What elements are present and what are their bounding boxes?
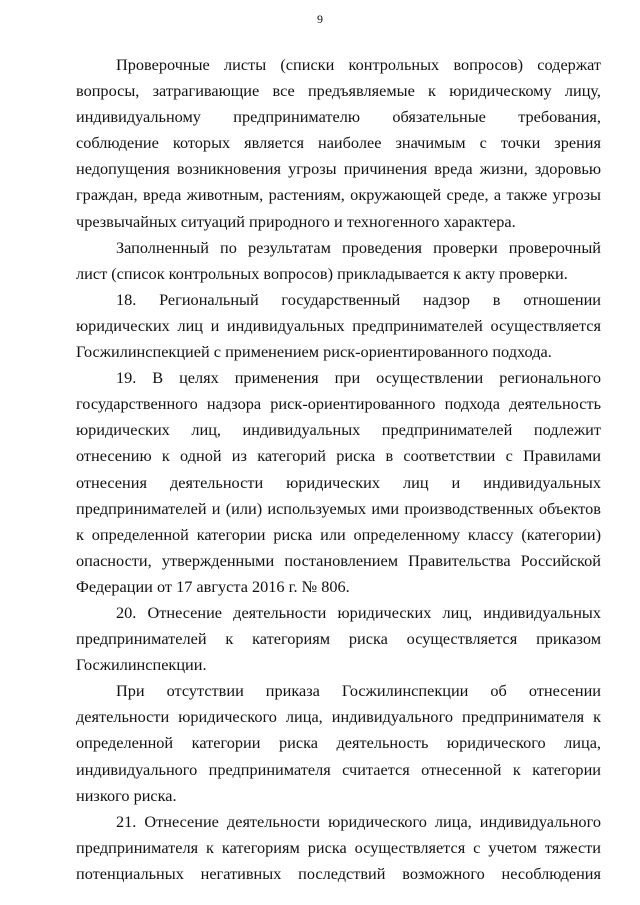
- paragraph-item-21: 21. Отнесение деятельности юридического лица, индивидуального предпринимателя к категориям риска осуществляется с учетом тяжести потенциальных негативных последствий возможного несоблюдения: [76, 811, 601, 883]
- document-body: [76, 52, 601, 887]
- page-number: 9: [317, 12, 323, 26]
- paragraph-checklists-content: Проверочные листы (списки контрольных вопросов) содержат вопросы, затрагивающие все предъявляемые к юридическому лицу, индивидуальному предпринимателю обязательные требования, соблюдение которых является наиболее значимым с точки зрения недопущения возникновения угрозы причинения вреда жизни, здоровью граждан, вреда животным, растениям, окружающей среде, а также угрозы чрезвычайных ситуаций природного и техногенного характера.: [76, 55, 601, 231]
- paragraph-item-18: 18. Региональный государственный надзор в отношении юридических лиц и индивидуальных предпринимателей осуществляется Госжилинспекцией с применением риск-ориентированного подхода.: [76, 289, 601, 362]
- paragraph-checklist-attachment: Заполненный по результатам проведения проверки проверочный лист (список контрольных вопросов) прикладывается к акту проверки.: [76, 237, 601, 283]
- paragraph-item-19: 19. В целях применения при осуществлении регионального государственного надзора риск-ориентированного подхода деятельность юридических лиц, индивидуальных предпринимателей подлежит отнесению к одной из категорий риска в соответствии с Правилами отнесения деятельности юридических лиц и индивидуальных предпринимателей и (или) используемых ими производственных объектов к определенной категории риска или определенному классу (категории) опасности, утвержденными постановлением Правительства Российской Федерации от 17 августа 2016 г. № 806.: [76, 368, 601, 596]
- paragraph-no-order-low-risk: При отсутствии приказа Госжилинспекции об отнесении деятельности юридического лица, индивидуального предпринимателя к определенной категории риска деятельность юридического лица, индивидуального предпринимателя считается отнесенной к категории низкого риска.: [76, 681, 601, 805]
- paragraph-item-20: 20. Отнесение деятельности юридических лиц, индивидуальных предпринимателей к категориям риска осуществляется приказом Госжилинспекции.: [76, 602, 601, 675]
